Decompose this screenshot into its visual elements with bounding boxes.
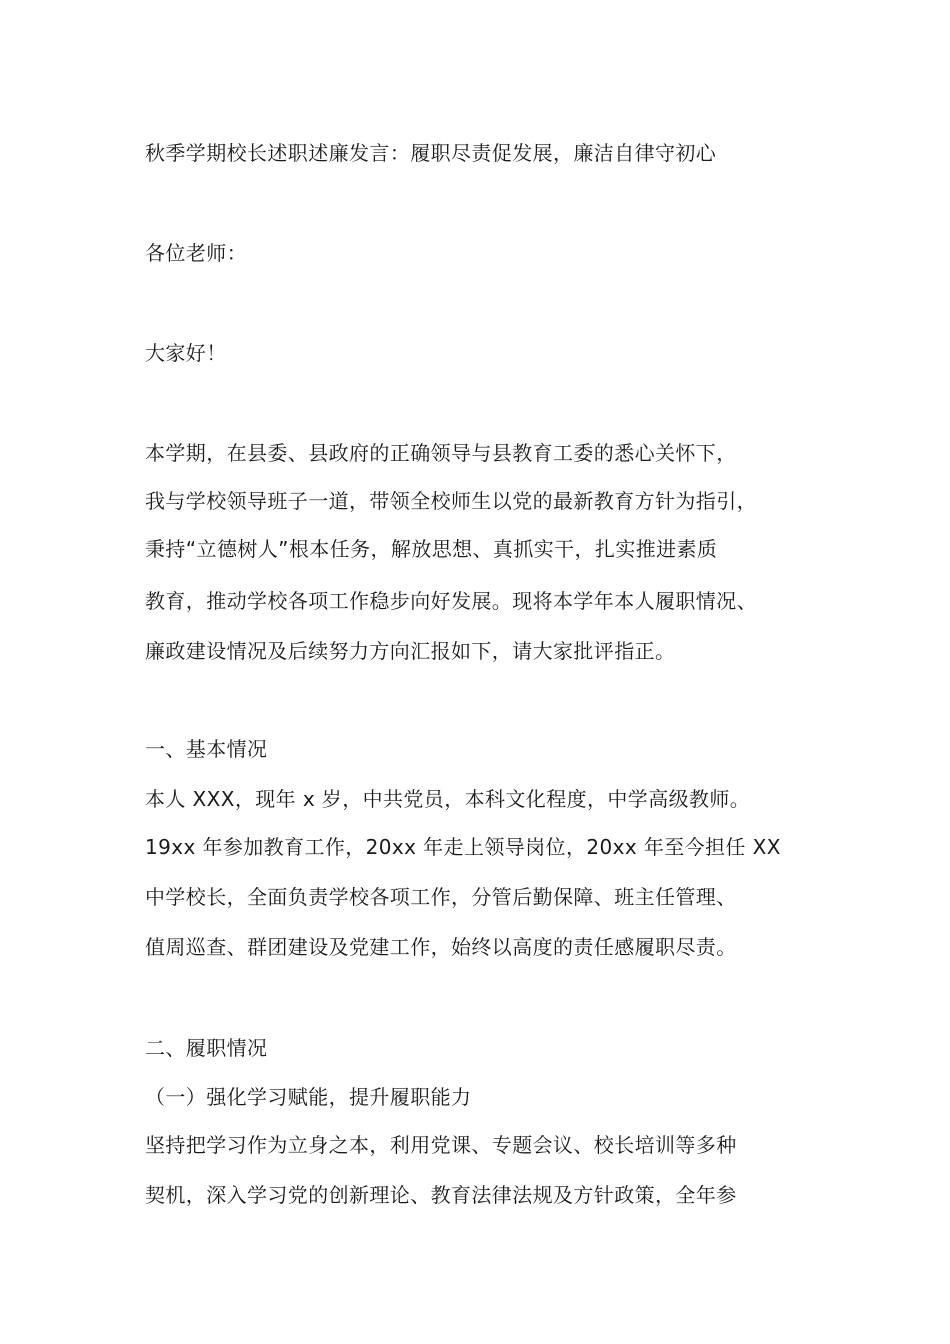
greeting: 各位老师： [145,241,247,265]
subsection-heading: （一）强化学习赋能，提升履职能力 [145,1085,472,1109]
section-line: 本人 XXX，现年 x 岁，中共党员，本科文化程度，中学高级教师。 [145,787,751,811]
intro-line: 廉政建设情况及后续努力方向汇报如下，请大家批评指正。 [145,639,676,663]
section-line: 值周巡查、群团建设及党建工作，始终以高度的责任感履职尽责。 [145,935,737,959]
salutation: 大家好！ [145,341,227,365]
section-heading: 二、履职情况 [145,1036,268,1060]
intro-line: 本学期，在县委、县政府的正确领导与县教育工委的悉心关怀下， [145,441,737,465]
section-line: 中学校长，全面负责学校各项工作，分管后勤保障、班主任管理、 [145,885,737,909]
intro-line: 我与学校领导班子一道，带领全校师生以党的最新教育方针为指引， [145,489,757,513]
section-heading: 一、基本情况 [145,737,268,761]
section-line: 契机，深入学习党的创新理论、教育法律法规及方针政策，全年参 [145,1183,737,1207]
section-line: 19xx 年参加教育工作，20xx 年走上领导岗位，20xx 年至今担任 XX [145,835,781,859]
intro-line: 教育，推动学校各项工作稳步向好发展。现将本学年本人履职情况、 [145,589,757,613]
document-title: 秋季学期校长述职述廉发言：履职尽责促发展，廉洁自律守初心 [145,141,717,165]
intro-line: 秉持“立德树人”根本任务，解放思想、真抓实干，扎实推进素质 [145,537,718,561]
section-line: 坚持把学习作为立身之本，利用党课、专题会议、校长培训等多种 [145,1133,737,1157]
